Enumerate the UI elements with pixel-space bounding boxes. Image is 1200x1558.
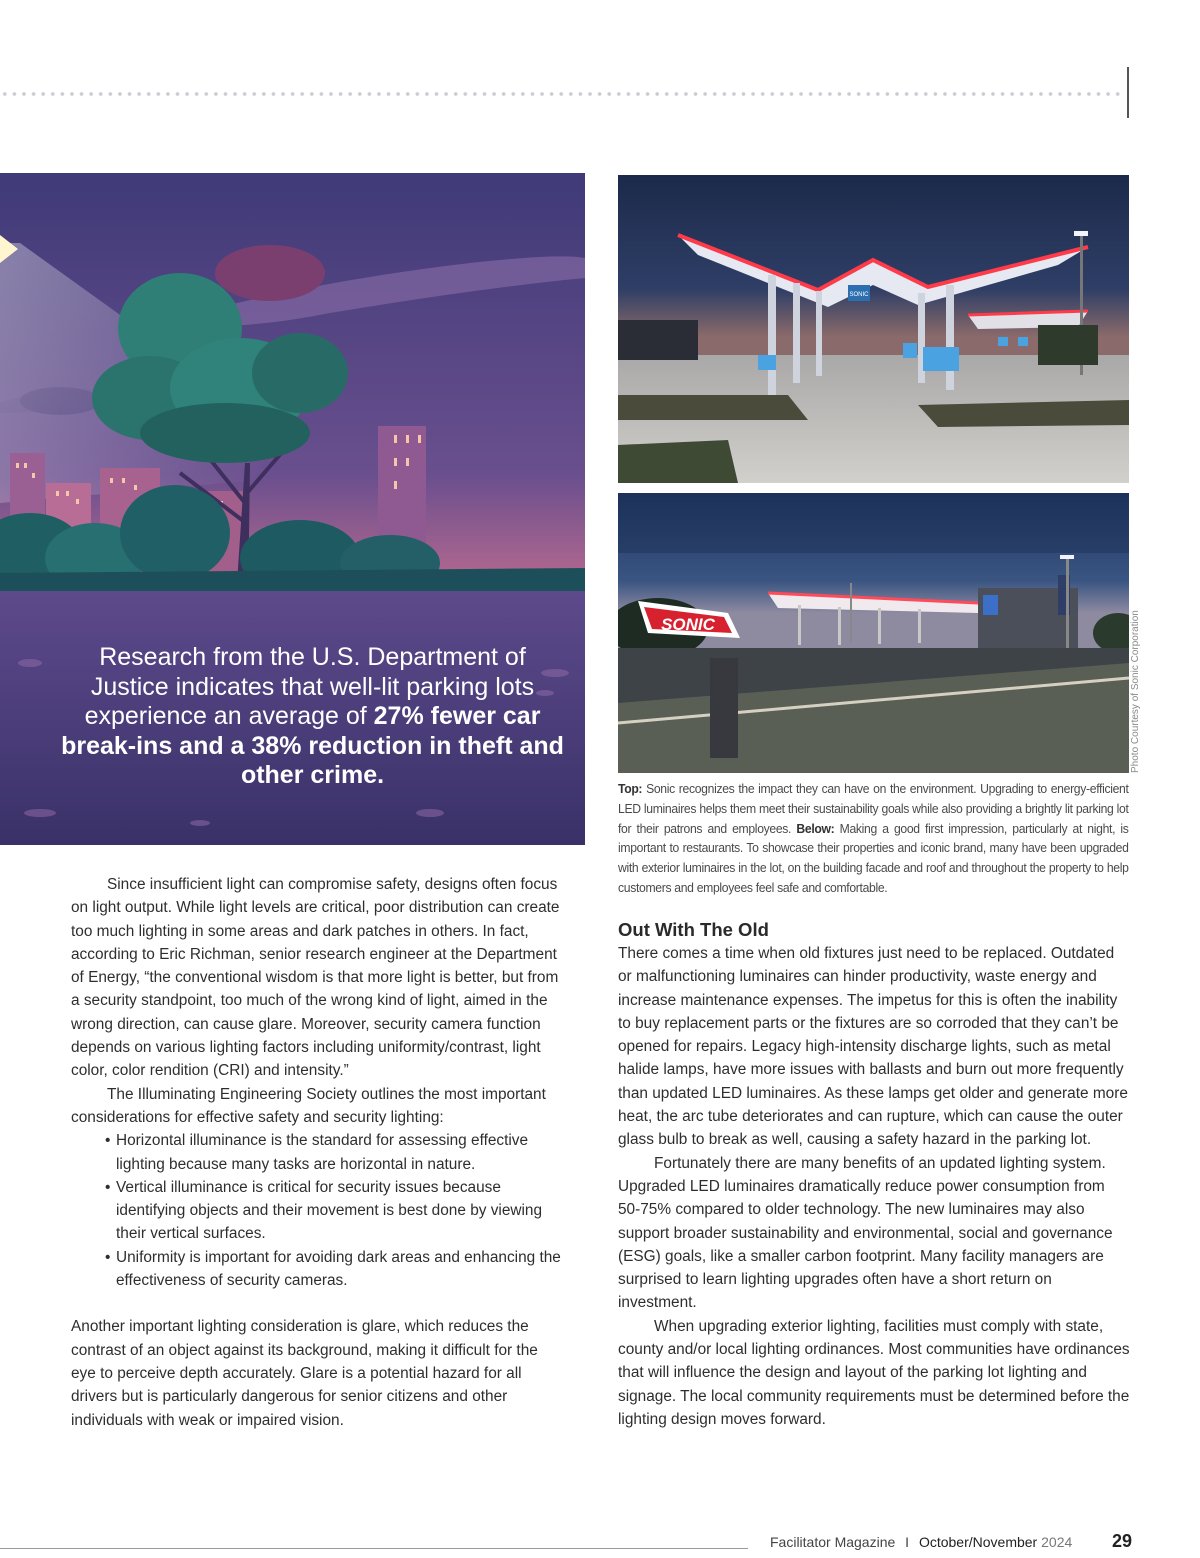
magazine-name: Facilitator Magazine	[770, 1534, 896, 1550]
sonic-drive-in-art	[618, 493, 1129, 773]
pull-quote-emphasis: 27% fewer car break-ins and a 38% reduction in theft and other crime.	[61, 702, 564, 789]
list-item: • Vertical illuminance is critical for security issues because identifying objects and their movement is best done by viewing their vertical surfaces.	[71, 1176, 561, 1246]
caption-top-label: Top:	[618, 781, 643, 796]
left-paragraph-1: Since insufficient light can compromise safety, designs often focus on light output. While light levels are critical, poor distribution can create too much lighting in some areas and dark patches in others. In fact, according to Eric Richman, senior research engineer at the Department of Energy, “the conventional wisdom is that more light is better, but from a security standpoint, too much of the wrong kind of light, aimed in the wrong direction, can cause glare. Moreover, security camera function depends on various lighting factors including uniformity/contrast, light color, color rendition (CRI) and intensity.”	[71, 876, 560, 1080]
list-item: • Horizontal illuminance is the standard for assessing effective lighting because many tasks are horizontal in nature.	[71, 1129, 561, 1176]
sonic-drive-in-photo	[618, 493, 1129, 773]
issue-year: 2024	[1041, 1534, 1073, 1550]
footer-rule	[0, 1548, 748, 1549]
pull-quote	[60, 643, 565, 791]
caption-below-label: Below:	[796, 820, 835, 836]
header-bar	[1127, 67, 1129, 118]
sonic-canopy-photo	[618, 175, 1129, 483]
left-column	[71, 873, 561, 1432]
pull-quote-intro: Research from the U.S. Department of Justice indicates that well-lit parking lots experience an average of	[84, 643, 535, 730]
issue-date: October/November	[918, 1534, 1038, 1550]
sonic-canopy-art	[618, 175, 1129, 483]
top-photo-sign: SONIC	[849, 292, 869, 298]
right-paragraph-2: Fortunately there are many benefits of an updated lighting system. Upgraded LED luminaires dramatically reduce power consumption from 50-75% compared to older technology. The new luminaires may also support broader sustainability and environmental, social and governance (ESG) goals, like a smaller carbon footprint. Many facility managers are surprised to learn lighting upgrades often have a short return on investment.	[618, 1154, 1113, 1312]
page-number: 29	[1112, 1531, 1133, 1551]
considerations-list	[71, 1129, 561, 1292]
paragraph-gap	[71, 1292, 561, 1315]
dotted-rule	[0, 91, 1122, 97]
night-parking-illustration	[0, 173, 585, 845]
bottom-photo-sign: SONIC	[661, 615, 715, 634]
caption-below-text: Making a good first impression, particularly at night, is important to restaurants. To showcase their properties and iconic brand, many have been upgraded with exterior luminaires in the lot, on the building facade and roof and throughout the property to help customers and employees feel safe and comfortable.	[618, 820, 1129, 895]
right-paragraph-1: There comes a time when old fixtures just need to be replaced. Outdated or malfunctioning luminaires can hinder productivity, waste energy and increase maintenance expenses. The impetus for this is often the inability to buy replacement parts or the fixtures are so corroded that they can’t be opened for repairs. Legacy high-intensity discharge lights, such as metal halide lamps, have more issues with ballasts and burn out more frequently than updated LED luminaires. As these lamps get older and generate more heat, the arc tube deteriorates and can rupture, which can cause the outer glass bulb to break as well, causing a safety hazard in the parking lot.	[618, 945, 1128, 1149]
left-paragraph-2: The Illuminating Engineering Society outlines the most important considerations for effective safety and security lighting:	[71, 1085, 546, 1126]
footer-separator: I	[905, 1534, 910, 1550]
photo-credit: Photo Courtesy of Sonic Corporation	[1130, 610, 1141, 773]
right-paragraph-3: When upgrading exterior lighting, facilities must comply with state, county and/or local lighting ordinances. Most communities have ordinances that will influence the design and layout of the parking lot lighting and signage. The local community requirements must be determined before the lighting design moves forward.	[618, 1317, 1130, 1428]
list-item: • Uniformity is important for avoiding dark areas and enhancing the effectiveness of security cameras.	[71, 1246, 561, 1293]
right-column	[618, 918, 1130, 1431]
left-paragraph-3: Another important lighting consideration is glare, which reduces the contrast of an object against its background, making it difficult for the eye to perceive depth accurately. Glare is a potential hazard for all drivers but is particularly dangerous for senior citizens and other individuals with weak or impaired vision.	[71, 1318, 538, 1429]
caption-top-text: Sonic recognizes the impact they can have on the environment. Upgrading to energy-efficient LED luminaires helps them meet their sustainability goals while also providing a brightly lit parking lot for their patrons and employees.	[618, 781, 1129, 836]
footer	[770, 1534, 1072, 1550]
section-heading: Out With The Old	[618, 919, 769, 940]
photo-caption	[618, 779, 1129, 898]
